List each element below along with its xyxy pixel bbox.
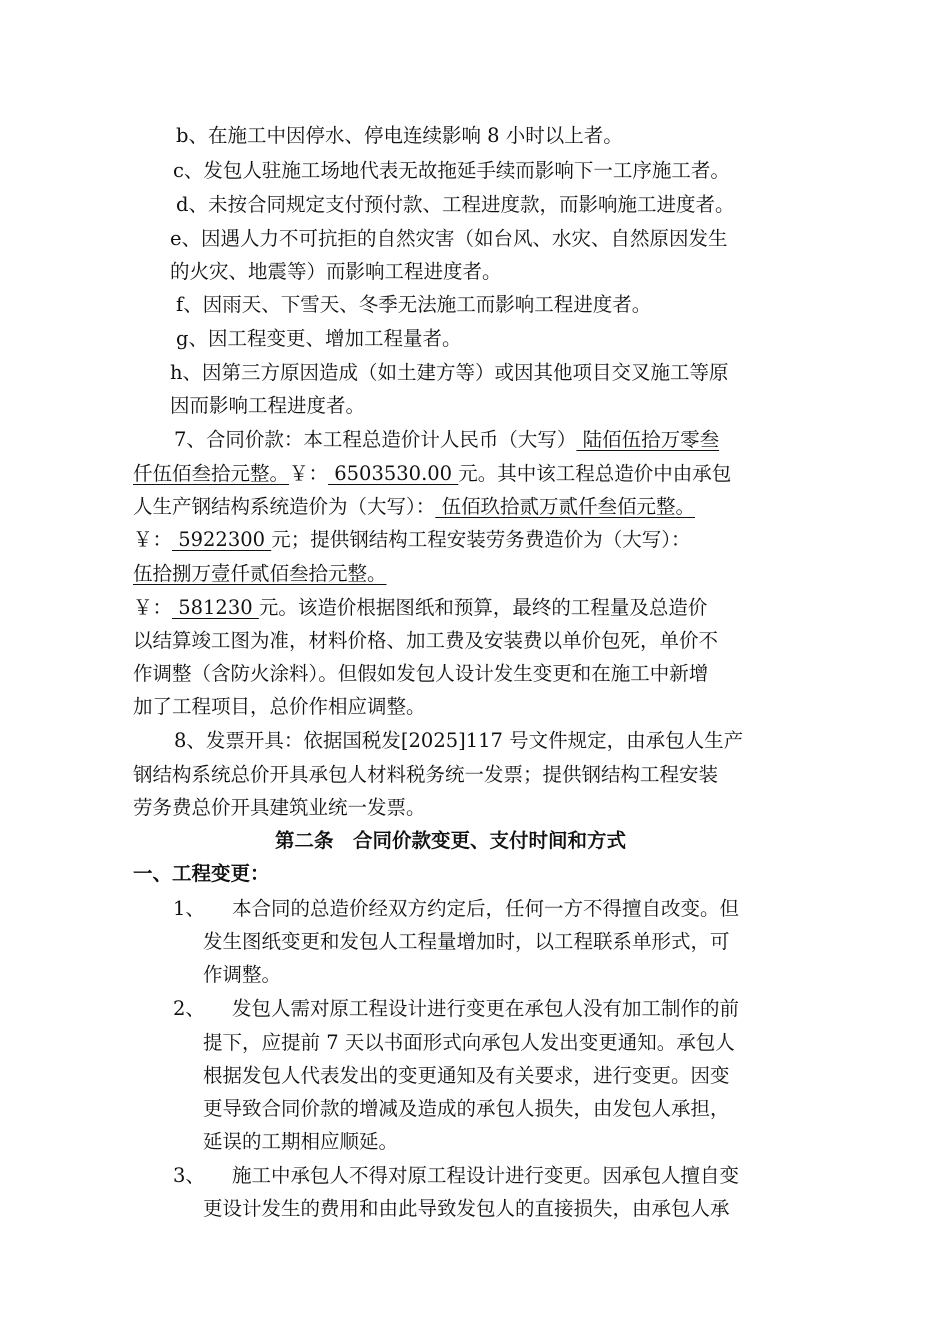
labor-fee-words: 伍拾捌万壹仟贰佰叁拾元整。 [133,562,387,585]
price-line-2 [133,462,731,486]
item-2-line-5: 延误的工期相应顺延。 [203,1130,399,1153]
clause-g: g、因工程变更、增加工程量者。 [176,327,462,350]
invoice-line-2: 钢结构系统总价开具承包人材料税务统一发票；提供钢结构工程安装 [133,763,719,786]
invoice-line-1: 8、发票开具：依据国税发[2025]117 号文件规定，由承包人生产 [174,729,744,752]
clause-c: c、发包人驻施工场地代表无故拖延手续而影响下一工序施工者。 [173,159,730,182]
item-2-line-1: 发包人需对原工程设计进行变更在承包人没有加工制作的前 [232,997,740,1020]
price-label: 7、合同价款：本工程总造价计人民币（大写） [174,428,577,451]
price-total-words-part1: 陆佰伍拾万零叁 [576,428,720,451]
price-line-3 [133,495,695,519]
clause-e-line2: 的火灾、地震等）而影响工程进度者。 [170,260,502,283]
labor-fee-amount: 581230 [172,596,259,619]
item-1-line-1: 本合同的总造价经双方约定后，任何一方不得擅自改变。但 [232,897,740,920]
price-line-5 [133,562,387,586]
item-2-number: 2、 [173,997,205,1020]
price-total-amount: 6503530.00 [328,462,459,485]
yen-sign: ￥： [133,596,173,619]
price-line-9: 加了工程项目，总价作相应调整。 [133,695,426,718]
item-1-line-2: 发生图纸变更和发包人工程量增加时，以工程联系单形式，可 [203,930,730,953]
price-line-4 [133,528,691,552]
steel-system-label: 人生产钢结构系统造价为（大写）： [133,495,436,518]
item-2-line-2: 提下，应提前 7 天以书面形式向承包人发出变更通知。承包人 [203,1031,735,1054]
clause-h-line1: h、因第三方原因造成（如土建方等）或因其他项目交叉施工等原 [170,361,729,384]
clause-h-line2: 因而影响工程进度者。 [170,394,366,417]
price-total-words-part2: 仟伍佰叁拾元整。 [133,462,290,485]
price-line-7: 以结算竣工图为准，材料价格、加工费及安装费以单价包死，单价不 [133,629,719,652]
article-title: 第二条 合同价款变更、支付时间和方式 [275,829,627,852]
invoice-line-3: 劳务费总价开具建筑业统一发票。 [133,796,426,819]
price-line-8: 作调整（含防火涂料）。但假如发包人设计发生变更和在施工中新增 [133,662,709,685]
item-2-line-4: 更导致合同价款的增减及造成的承包人损失，由发包人承担， [203,1097,730,1120]
item-3-line-2: 更设计发生的费用和由此导致发包人的直接损失，由承包人承 [203,1197,730,1220]
item-2-line-3: 根据发包人代表发出的变更通知及有关要求，进行变更。因变 [203,1064,730,1087]
item-3-number: 3、 [173,1164,205,1187]
price-line-6 [133,596,707,620]
price-line-1 [174,428,719,452]
price-line-2-text: 元。其中该工程总造价中由承包 [458,462,732,485]
yen-sign: ￥： [133,528,173,551]
section-title: 一、工程变更： [133,862,270,885]
clause-b: b、在施工中因停水、停电连续影响 8 小时以上者。 [176,124,623,147]
item-3-line-1: 施工中承包人不得对原工程设计进行变更。因承包人擅自变 [232,1164,740,1187]
price-line-6-text: 元。该造价根据图纸和预算，最终的工程量及总造价 [258,596,708,619]
clause-d: d、未按合同规定支付预付款、工程进度款，而影响施工进度者。 [176,193,735,216]
steel-system-amount: 5922300 [172,528,272,551]
labor-fee-label: 元；提供钢结构工程安装劳务费造价为（大写）： [271,528,691,551]
clause-e-line1: e、因遇人力不可抗拒的自然灾害（如台风、水灾、自然原因发生 [170,227,728,250]
item-1-number: 1、 [173,897,205,920]
clause-f: f、因雨天、下雪天、冬季无法施工而影响工程进度者。 [176,293,652,316]
yen-sign: ￥： [289,462,329,485]
item-1-line-3: 作调整。 [203,963,282,986]
steel-system-words: 伍佰玖拾贰万贰仟叁佰元整。 [435,495,695,518]
